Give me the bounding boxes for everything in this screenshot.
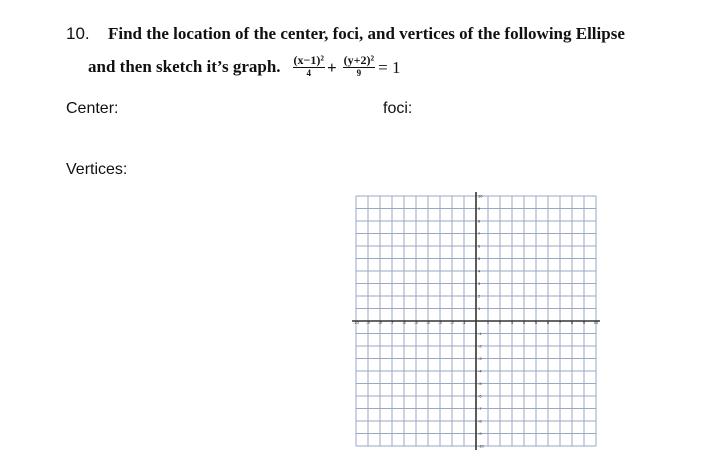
- question-line-1: [66, 24, 625, 44]
- y-tick-label: 4: [478, 268, 481, 274]
- x-tick-label: -5: [414, 320, 418, 325]
- x-tick-label: 4: [522, 320, 526, 325]
- equation-denominator-x: 4: [306, 68, 312, 78]
- x-tick-label: -6: [402, 320, 406, 325]
- question-text-line-2: and then sketch it’s graph.: [88, 56, 281, 76]
- y-tick-label: -3: [478, 356, 482, 361]
- y-tick-label: -2: [478, 343, 482, 349]
- coordinate-grid[interactable]: [350, 190, 602, 452]
- vertices-label: Vertices:: [66, 161, 128, 178]
- x-tick-label: 10: [593, 320, 599, 325]
- x-tick-label: -2: [450, 320, 454, 325]
- x-tick-label: 8: [570, 320, 574, 325]
- equation-numerator-y: (y+2)²: [343, 53, 375, 67]
- equation-denominator-y: 9: [356, 68, 362, 78]
- y-tick-label: -1: [478, 331, 482, 336]
- x-tick-label: -8: [378, 320, 382, 325]
- x-tick-label: -4: [426, 320, 430, 325]
- equation-rhs: = 1: [378, 57, 401, 77]
- x-tick-label: -7: [390, 320, 394, 325]
- y-tick-label: 3: [478, 281, 481, 286]
- y-tick-label: 9: [478, 206, 481, 211]
- y-tick-label: 6: [478, 243, 481, 249]
- y-tick-label: -5: [478, 381, 482, 386]
- x-tick-label: 1: [486, 320, 490, 325]
- x-tick-label: -9: [366, 320, 370, 325]
- x-tick-label: 6: [546, 320, 550, 325]
- equation-fraction-x: [293, 54, 325, 79]
- equation-fraction-y: [343, 54, 375, 79]
- y-tick-label: -8: [478, 418, 482, 424]
- center-label: Center:: [66, 100, 119, 117]
- foci-label: foci:: [383, 100, 413, 117]
- question-line-2: [88, 54, 400, 79]
- y-tick-label: -6: [478, 393, 482, 399]
- y-tick-label: 10: [478, 193, 483, 199]
- x-tick-label: 3: [510, 320, 514, 325]
- y-tick-label: -4: [478, 368, 482, 374]
- y-tick-label: 8: [478, 218, 481, 224]
- y-tick-label: 1: [478, 306, 481, 311]
- y-tick-label: 2: [478, 293, 481, 299]
- x-tick-label: 7: [558, 320, 562, 325]
- x-tick-label: 5: [534, 320, 538, 325]
- y-tick-label: -9: [478, 431, 482, 436]
- y-tick-label: -10: [478, 443, 484, 449]
- x-tick-label: -3: [438, 320, 442, 325]
- question-number: 10.: [66, 24, 90, 43]
- y-tick-label: -7: [478, 406, 482, 411]
- equation-numerator-x: (x−1)²: [293, 53, 324, 67]
- coordinate-grid-svg[interactable]: [350, 190, 602, 452]
- x-tick-label: 2: [498, 320, 502, 325]
- y-tick-label: 5: [478, 256, 481, 261]
- x-tick-label: 9: [582, 320, 586, 325]
- x-tick-label: -10: [353, 320, 359, 325]
- x-tick-label: -1: [462, 320, 466, 325]
- question-text-line-1: Find the location of the center, foci, and vertices of the following Ellipse: [108, 24, 625, 43]
- equation-plus: +: [326, 57, 337, 77]
- y-tick-label: 7: [478, 231, 481, 236]
